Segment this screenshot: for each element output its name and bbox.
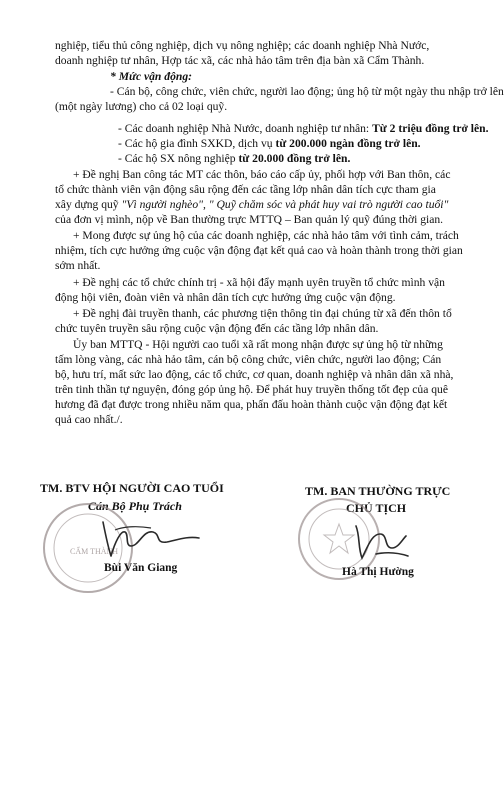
body-line: Ủy ban MTTQ - Hội người cao tuổi xã rất mong nhận được sự ủng hộ từ những bbox=[73, 338, 443, 351]
body-line: + Đề nghị Ban công tác MT các thôn, báo cáo cấp ủy, phối hợp với Ban thôn, các bbox=[73, 168, 451, 181]
body-line: + Mong được sự ủng hộ của các doanh nghiệp, các nhà hảo tâm với tình cảm, trách bbox=[73, 229, 459, 242]
body-text-bold: Từ 2 triệu đồng trở lên. bbox=[372, 122, 489, 135]
body-text-bold: từ 200.000 ngàn đồng trở lên. bbox=[275, 137, 421, 150]
left-signature-title: TM. BTV HỘI NGƯỜI CAO TUỔI bbox=[40, 481, 224, 495]
svg-text:CẨM THÀNH: CẨM THÀNH bbox=[70, 547, 119, 556]
body-text: xây dựng quỹ bbox=[55, 198, 122, 211]
section-heading: * Mức vận động: bbox=[110, 70, 192, 83]
body-line: hương đã đạt được trong nhiều năm qua, phấn đấu hoàn thành cuộc vận động đạt kết bbox=[55, 398, 448, 411]
body-line: doanh nghiệp tư nhân, Hợp tác xã, các nhà hảo tâm trên địa bàn xã Cẩm Thành. bbox=[55, 54, 425, 67]
body-line: trên tinh thần tự nguyện, đóng góp ủng hộ. Để phát huy truyền thống tốt đẹp của quê bbox=[55, 383, 448, 396]
body-line: quả cao nhất./. bbox=[55, 413, 123, 426]
right-signature-scribble bbox=[346, 518, 416, 568]
body-text-bold: từ 20.000 đồng trở lên. bbox=[238, 152, 351, 165]
left-signature-scribble bbox=[95, 512, 205, 562]
body-line: tổ chức thành viên vận động sâu rộng đến các tầng lớp nhân dân tích cực tham gia bbox=[55, 183, 436, 196]
body-line: + Đề nghị đài truyền thanh, các phương tiện thông tin đại chúng từ xã đến thôn tổ bbox=[73, 307, 452, 320]
body-line: - Cán bộ, công chức, viên chức, người lao động; ủng hộ từ một ngày thu nhập trở lên bbox=[110, 85, 504, 98]
body-line: nghiệp, tiểu thủ công nghiệp, dịch vụ nông nghiệp; các doanh nghiệp Nhà Nước, bbox=[55, 39, 430, 52]
body-line: chức tuyên truyền sâu rộng cuộc vận động đến các tầng lớp nhân dân. bbox=[55, 322, 379, 335]
body-line: của đơn vị mình, nộp về Ban thường trực MTTQ – Ban quản lý quỹ đúng thời gian. bbox=[55, 213, 444, 226]
body-line bbox=[118, 151, 462, 166]
body-line: nhiệm, tích cực hưởng ứng cuộc vận động đạt kết quả cao và hoàn thành trong thời gian bbox=[55, 244, 463, 257]
body-text-italic: "Vì người nghèo", " Quỹ chăm sóc và phát huy vai trò người cao tuổi" bbox=[121, 198, 449, 211]
body-text: - Các doanh nghiệp Nhà Nước, doanh nghiệp tư nhân: bbox=[118, 122, 373, 135]
body-line bbox=[118, 136, 462, 151]
body-text: - Các hộ gia đình SXKD, dịch vụ bbox=[118, 137, 276, 150]
body-line bbox=[55, 197, 460, 212]
body-line bbox=[118, 121, 489, 136]
body-line: sớm nhất. bbox=[55, 259, 101, 272]
right-signature-title: TM. BAN THƯỜNG TRỰC bbox=[305, 484, 451, 498]
body-line: tấm lòng vàng, các nhà hảo tâm, cán bộ công chức, viên chức, người lao động; Cán bbox=[55, 353, 442, 366]
left-signer-name: Bùi Văn Giang bbox=[104, 562, 178, 574]
body-line: (một ngày lương) cho cả 02 loại quỹ. bbox=[55, 100, 228, 113]
left-signature-subtitle: Cán Bộ Phụ Trách bbox=[88, 499, 182, 513]
body-text: - Các hộ SX nông nghiệp bbox=[118, 152, 239, 165]
right-signature-subtitle: CHỦ TỊCH bbox=[346, 501, 407, 515]
body-line: + Đề nghị các tổ chức chính trị - xã hội đẩy mạnh uyên truyền tổ chức mình vận bbox=[73, 276, 445, 289]
body-line: động hội viên, đoàn viên và nhân dân tích cực hưởng ứng cuộc vận động. bbox=[55, 291, 396, 304]
right-signer-name: Hà Thị Hường bbox=[342, 566, 414, 578]
body-line: bộ, hưu trí, mất sức lao động, các tổ chức, cơ quan, doanh nghiệp và nhân dân xã nhà, bbox=[55, 368, 454, 381]
